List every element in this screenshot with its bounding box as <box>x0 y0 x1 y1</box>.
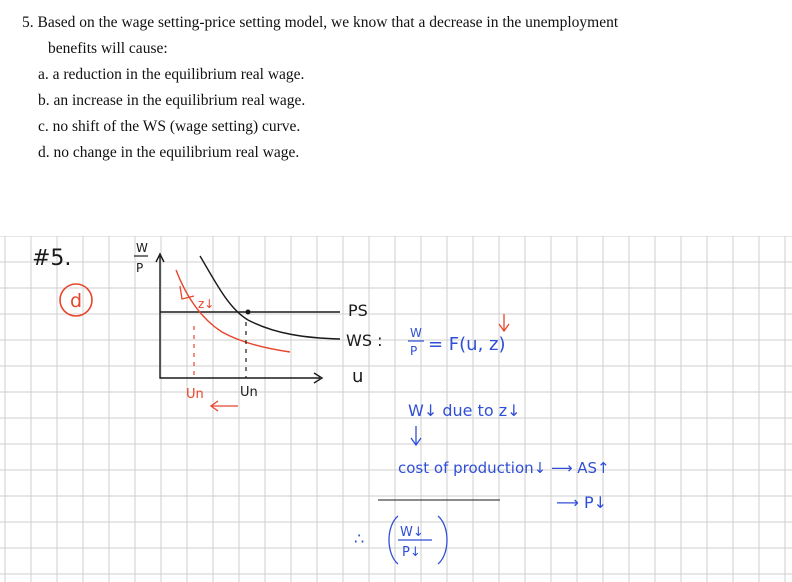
note-down-arrow <box>411 426 421 445</box>
option-a: a. a reduction in the equilibrium real wage. <box>38 66 305 83</box>
option-b: b. an increase in the equilibrium real wage. <box>38 92 306 109</box>
note-line-2: cost of production↓ ⟶ AS↑ <box>398 459 610 477</box>
y-axis-label-bottom: P <box>136 261 144 275</box>
x-axis-label: u <box>352 366 364 387</box>
conclusion-den: P↓ <box>402 545 421 560</box>
question-line-2: benefits will cause: <box>48 40 168 57</box>
eq-rhs: = F(u, z) <box>428 334 506 355</box>
un-new-label: Un <box>186 387 204 402</box>
problem-number: #5. <box>32 246 72 271</box>
conclusion-left-paren <box>389 516 398 564</box>
equilibrium-point <box>246 310 251 315</box>
ws-label: WS : <box>346 331 383 350</box>
option-c: c. no shift of the WS (wage setting) curve. <box>38 118 301 135</box>
z-decrease-label: z↓ <box>198 297 215 311</box>
y-axis-label-top: W <box>136 241 148 255</box>
answer-letter: d <box>70 290 83 312</box>
eq-fraction-num: W <box>410 326 422 340</box>
note-line-1: W↓ due to z↓ <box>408 401 521 420</box>
handwritten-notes <box>0 236 792 582</box>
z-decrease-arrow <box>499 314 509 331</box>
eq-fraction-den: P <box>410 344 418 358</box>
grid-paper <box>0 236 792 582</box>
question-line-1: 5. Based on the wage setting-price setting model, we know that a decrease in the unemployment <box>22 14 619 31</box>
conclusion-right-paren <box>438 516 447 564</box>
ps-label: PS <box>348 301 368 320</box>
conclusion-num: W↓ <box>400 525 424 540</box>
un-old-label: Un <box>240 385 258 400</box>
un-shift-arrow <box>211 401 238 411</box>
ws-curve <box>200 256 340 339</box>
note-line-3: ⟶ P↓ <box>556 493 608 512</box>
axes <box>160 256 320 378</box>
therefore-symbol: ∴ <box>354 529 365 548</box>
option-d: d. no change in the equilibrium real wage. <box>38 144 300 161</box>
